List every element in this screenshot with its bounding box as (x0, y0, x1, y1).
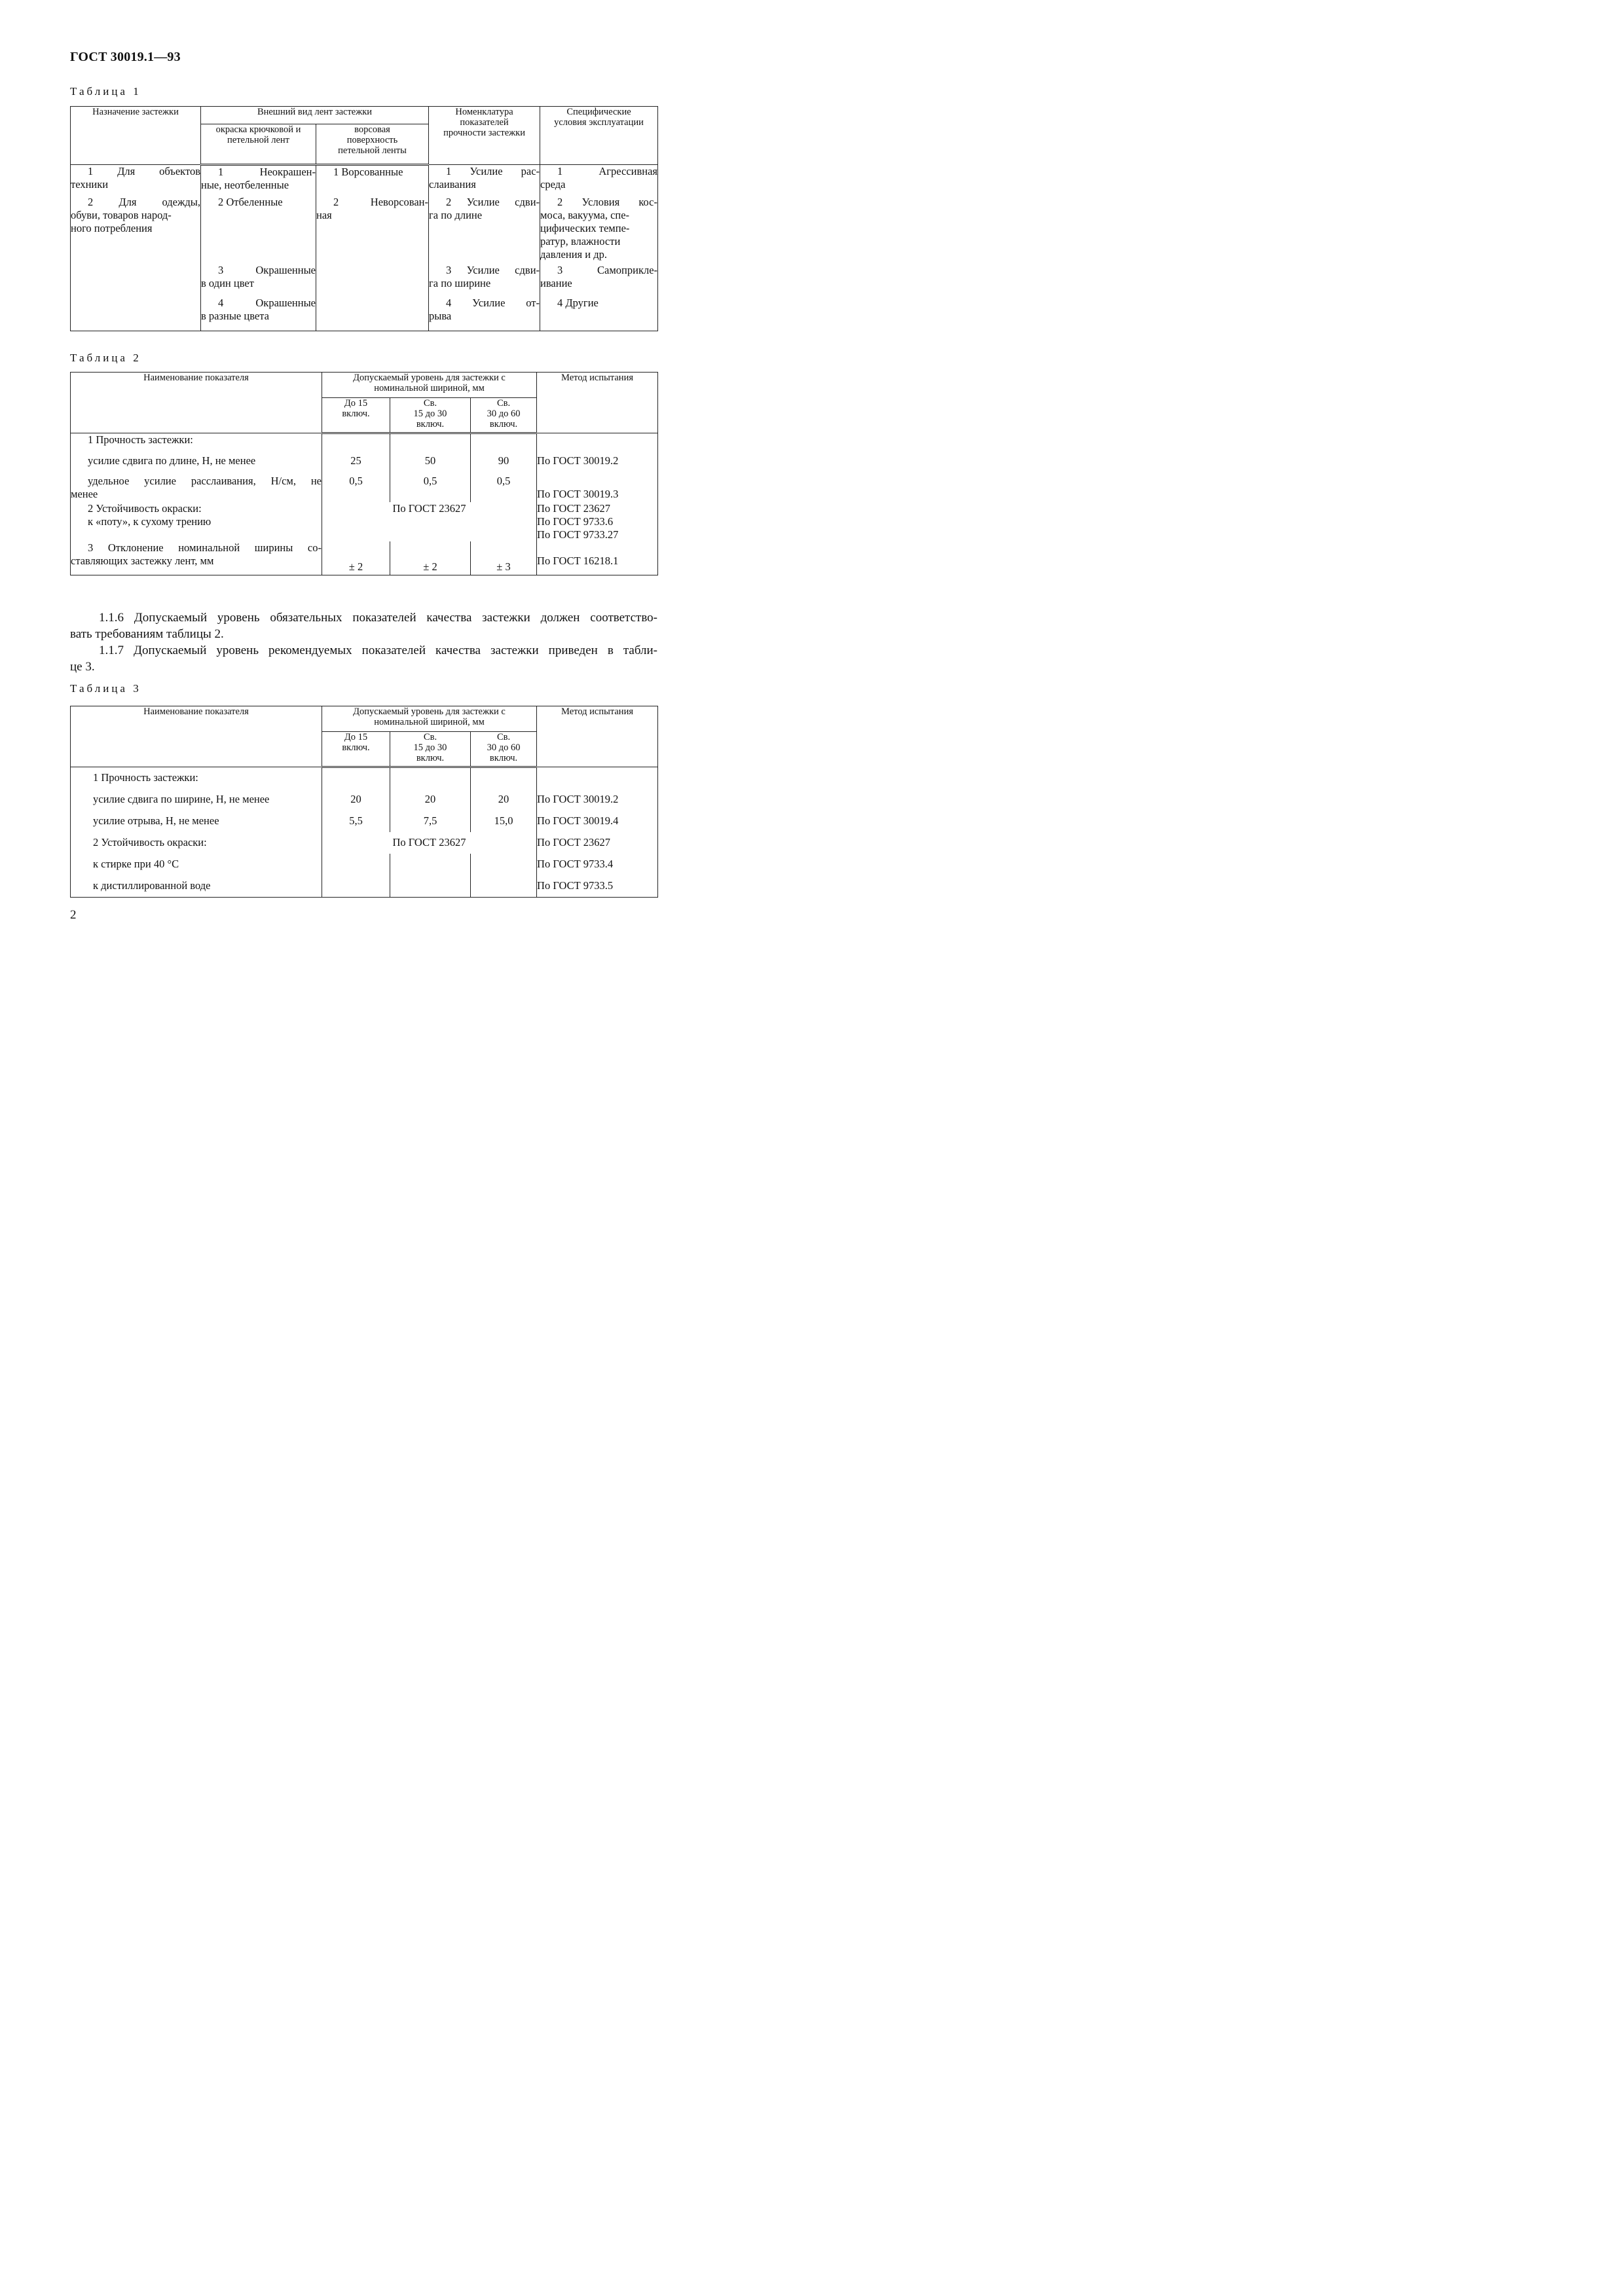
header-line: показателей (460, 117, 509, 128)
header-line: 15 до 30 (413, 409, 447, 419)
header-line: ворсовая (354, 124, 390, 135)
t3-header-level (322, 706, 537, 732)
t1-cell-coloring (201, 196, 316, 264)
header-line: включ. (416, 753, 445, 763)
t2-cell-value: ± 2 (390, 541, 471, 575)
header-line: Допускаемый уровень для застежки с (353, 373, 506, 383)
t3-cell-value: 20 (471, 789, 537, 811)
paragraph-line: 1.1.6 Допускаемый уровень обязательных показателей качества застежки должен соответство- (99, 611, 657, 625)
t3-cell-value (471, 854, 537, 875)
t3-cell-value: 5,5 (322, 811, 390, 832)
cell-line: По ГОСТ 9733.27 (537, 528, 619, 541)
cell-line: 2 Для одежды, (88, 196, 200, 208)
cell-line: 1 Для объектов (88, 165, 200, 177)
table-3 (70, 706, 658, 898)
cell-line: га по длине (429, 209, 483, 221)
t1-cell-purpose (71, 297, 201, 331)
t1-cell-coloring (201, 264, 316, 297)
page-number: 2 (70, 908, 77, 922)
t3-cell-value: 20 (390, 789, 471, 811)
header-line: Св. (496, 732, 511, 742)
t3-cell-value (390, 875, 471, 898)
table-row (71, 502, 658, 541)
header-line: Св. (496, 398, 511, 409)
cell-line: 1 Прочность застежки: (88, 433, 193, 446)
t1-cell-nomenclature (429, 196, 540, 264)
cell-line: обуви, товаров народ- (71, 209, 172, 221)
table3-caption: Таблица 3 (70, 682, 141, 695)
t2-cell-value (322, 433, 390, 455)
cell-line: менее (71, 488, 98, 500)
cell-line: усилие сдвига по длине, Н, не менее (88, 454, 256, 467)
cell-line: 1 Агрессивная (557, 165, 658, 177)
header-line: номинальной шириной, мм (374, 717, 485, 727)
header-line: До 15 (344, 398, 368, 409)
header-line: петельной ленты (338, 145, 407, 156)
t3-cell-method: По ГОСТ 30019.2 (537, 789, 658, 811)
cell-line: моса, вакуума, спе- (540, 209, 630, 221)
cell-line: 2 Отбеленные (218, 196, 283, 208)
cell-line: По ГОСТ 16218.1 (537, 555, 619, 567)
cell-line: слаивания (429, 178, 476, 191)
cell-line: га по ширине (429, 277, 491, 289)
t2-cell-value: 90 (471, 454, 537, 475)
cell-line: техники (71, 178, 109, 191)
cell-line: 1 Неокрашен- (218, 166, 316, 178)
t3-cell-name: 1 Прочность застежки: (71, 767, 322, 790)
t2-cell-name (71, 454, 322, 475)
t2-cell-method (537, 541, 658, 575)
t3-cell-value: 20 (322, 789, 390, 811)
table-row (71, 454, 658, 475)
t3-header-width-3 (471, 732, 537, 767)
paragraph-line: 1.1.7 Допускаемый уровень рекомендуемых показателей качества застежки приведен в табли- (99, 644, 657, 657)
t2-cell-value: 50 (390, 454, 471, 475)
t1-cell-purpose (71, 196, 201, 264)
cell-line: 2 Усилие сдви- (446, 196, 540, 208)
cell-line: 2 Условия кос- (557, 196, 658, 208)
t3-cell-method: По ГОСТ 9733.5 (537, 875, 658, 898)
cell-line: цифических темпе- (540, 222, 630, 234)
t3-cell-method: По ГОСТ 9733.4 (537, 854, 658, 875)
cell-line: ные, неотбеленные (201, 179, 289, 191)
t2-header-width-2 (390, 398, 471, 433)
t1-cell-coloring (201, 165, 316, 196)
t1-cell-conditions (540, 297, 658, 331)
document-title: ГОСТ 30019.1—93 (70, 50, 181, 64)
cell-line: 3 Окрашенные (218, 264, 316, 276)
t1-cell-coloring (201, 297, 316, 331)
header-line: До 15 (344, 732, 368, 742)
t3-header-width-1 (322, 732, 390, 767)
table-row (71, 433, 658, 455)
header-line: включ. (342, 742, 370, 753)
t3-header-name: Наименование показателя (71, 706, 322, 767)
t2-cell-method (537, 475, 658, 502)
table-1 (70, 106, 658, 331)
t3-cell-name: к стирке при 40 °С (71, 854, 322, 875)
t3-cell-method: По ГОСТ 30019.4 (537, 811, 658, 832)
cell-line: По ГОСТ 30019.3 (537, 488, 619, 500)
t1-cell-nomenclature (429, 264, 540, 297)
table-row (71, 475, 658, 502)
t2-cell-value: 0,5 (322, 475, 390, 502)
table-row (71, 767, 658, 790)
t3-cell-method (537, 767, 658, 790)
cell-line: 1 Усилие рас- (446, 165, 540, 177)
table-2 (70, 372, 658, 575)
table-row (71, 789, 658, 811)
t2-cell-value: 0,5 (471, 475, 537, 502)
t3-cell-value (322, 767, 390, 790)
cell-line: давления и др. (540, 248, 607, 261)
header-line: прочности застежки (443, 128, 525, 138)
t2-cell-value: 0,5 (390, 475, 471, 502)
table-row (71, 832, 658, 854)
header-line: Св. (423, 732, 437, 742)
t2-cell-name (71, 541, 322, 575)
t1-cell-pile (316, 165, 429, 196)
cell-line: ивание (540, 277, 572, 289)
t1-cell-nomenclature (429, 297, 540, 331)
t3-cell-name: к дистиллированной воде (71, 875, 322, 898)
cell-line: 2 Устойчивость окраски: (88, 502, 202, 515)
table-row (71, 297, 658, 331)
t3-header-width-2 (390, 732, 471, 767)
t2-cell-name (71, 433, 322, 455)
cell-line: По ГОСТ 30019.2 (537, 454, 619, 467)
header-line: включ. (416, 419, 445, 429)
t3-cell-value (471, 767, 537, 790)
t2-cell-value: ± 3 (471, 541, 537, 575)
t2-header-width-3 (471, 398, 537, 433)
document-page (0, 0, 722, 1019)
table-row (71, 854, 658, 875)
t3-cell-value (322, 854, 390, 875)
table-row (71, 811, 658, 832)
header-line: окраска крючковой и (215, 124, 301, 135)
cell-line: 3 Усилие сдви- (446, 264, 540, 276)
paragraph-line: це 3. (70, 660, 95, 674)
t3-cell-name: 2 Устойчивость окраски: (71, 832, 322, 854)
table2-caption: Таблица 2 (70, 352, 141, 364)
cell-line (537, 475, 657, 488)
table-row (71, 875, 658, 898)
t3-cell-value: 15,0 (471, 811, 537, 832)
header-line: Специфические (566, 107, 631, 117)
table-row (71, 196, 658, 264)
header-line: 30 до 60 (487, 409, 521, 419)
cell-line: в разные цвета (201, 310, 269, 322)
t2-cell-method (537, 502, 658, 541)
cell-line: ставляющих застежку лент, мм (71, 555, 214, 567)
cell-line: 3 Самоприкле- (557, 264, 658, 276)
header-line: Номенклатура (455, 107, 513, 117)
t2-header-level (322, 373, 537, 398)
t2-body (71, 433, 658, 575)
t3-cell-name: усилие отрыва, Н, не менее (71, 811, 322, 832)
t2-cell-value (390, 433, 471, 455)
t1-cell-pile (316, 297, 429, 331)
t1-header-purpose: Назначение застежки (71, 107, 201, 165)
header-line: включ. (489, 753, 518, 763)
table-row (71, 165, 658, 196)
cell-line: в один цвет (201, 277, 254, 289)
t3-cell-value (322, 875, 390, 898)
cell-line: к «поту», к сухому трению (88, 515, 212, 528)
t3-body (71, 767, 658, 898)
t1-cell-purpose (71, 165, 201, 196)
t1-cell-pile (316, 196, 429, 264)
cell-line (537, 541, 657, 555)
t2-cell-name (71, 502, 322, 541)
t3-cell-value: 7,5 (390, 811, 471, 832)
cell-line: 4 Усилие от- (446, 297, 540, 309)
t3-cell-method: По ГОСТ 23627 (537, 832, 658, 854)
cell-line: 1 Ворсованные (333, 166, 403, 178)
table-row (71, 264, 658, 297)
t3-cell-value (390, 854, 471, 875)
t1-cell-conditions (540, 264, 658, 297)
header-line: Св. (423, 398, 437, 409)
t1-cell-conditions (540, 196, 658, 264)
cell-line: По ГОСТ 9733.6 (537, 515, 614, 528)
t1-cell-conditions (540, 165, 658, 196)
t2-header-name: Наименование показателя (71, 373, 322, 433)
t2-header-method: Метод испытания (537, 373, 658, 433)
cell-line: ратур, влажности (540, 235, 621, 247)
t1-header-coloring (201, 124, 316, 164)
cell-line: рыва (429, 310, 452, 322)
cell-line: ного потребления (71, 222, 153, 234)
t1-header-pile (316, 124, 429, 164)
t2-header-width-1 (322, 398, 390, 433)
paragraph-line: вать требованиям таблицы 2. (70, 627, 224, 641)
header-line: Допускаемый уровень для застежки с (353, 706, 506, 717)
t1-header-appearance: Внешний вид лент застежки (201, 107, 429, 124)
t1-header-nomenclature (429, 107, 540, 165)
t2-cell-method (537, 433, 658, 455)
table1-caption: Таблица 1 (70, 85, 141, 98)
header-line: петельной лент (227, 134, 289, 145)
header-line: 15 до 30 (413, 742, 447, 753)
t2-cell-name (71, 475, 322, 502)
t1-header-conditions (540, 107, 658, 165)
cell-line: 4 Другие (557, 297, 599, 309)
t2-cell-merged-value: По ГОСТ 23627 (322, 502, 537, 541)
header-line: включ. (342, 409, 370, 419)
header-line: номинальной шириной, мм (374, 383, 485, 393)
cell-line: удельное усилие расслаивания, Н/см, не (88, 475, 322, 487)
t1-cell-purpose (71, 264, 201, 297)
t1-cell-nomenclature (429, 165, 540, 196)
header-line: включ. (489, 419, 518, 429)
cell-line: 3 Отклонение номинальной ширины со- (88, 541, 322, 554)
t2-cell-method (537, 454, 658, 475)
t3-cell-value (390, 767, 471, 790)
cell-line: ная (316, 209, 332, 221)
t1-body (71, 165, 658, 331)
t3-cell-name: усилие сдвига по ширине, Н, не менее (71, 789, 322, 811)
t3-cell-value (471, 875, 537, 898)
t2-cell-value: 25 (322, 454, 390, 475)
cell-line: среда (540, 178, 566, 191)
t2-cell-value: ± 2 (322, 541, 390, 575)
t3-cell-merged-value: По ГОСТ 23627 (322, 832, 537, 854)
table-row (71, 541, 658, 575)
t2-cell-value (471, 433, 537, 455)
header-line: условия эксплуатации (554, 117, 644, 128)
body-paragraphs (70, 610, 657, 675)
t3-header-method: Метод испытания (537, 706, 658, 767)
t1-cell-pile (316, 264, 429, 297)
header-line: 30 до 60 (487, 742, 521, 753)
header-line: поверхность (346, 134, 398, 145)
cell-line: По ГОСТ 23627 (537, 502, 611, 515)
cell-line: 2 Неворсован- (333, 196, 429, 208)
cell-line: 4 Окрашенные (218, 297, 316, 309)
